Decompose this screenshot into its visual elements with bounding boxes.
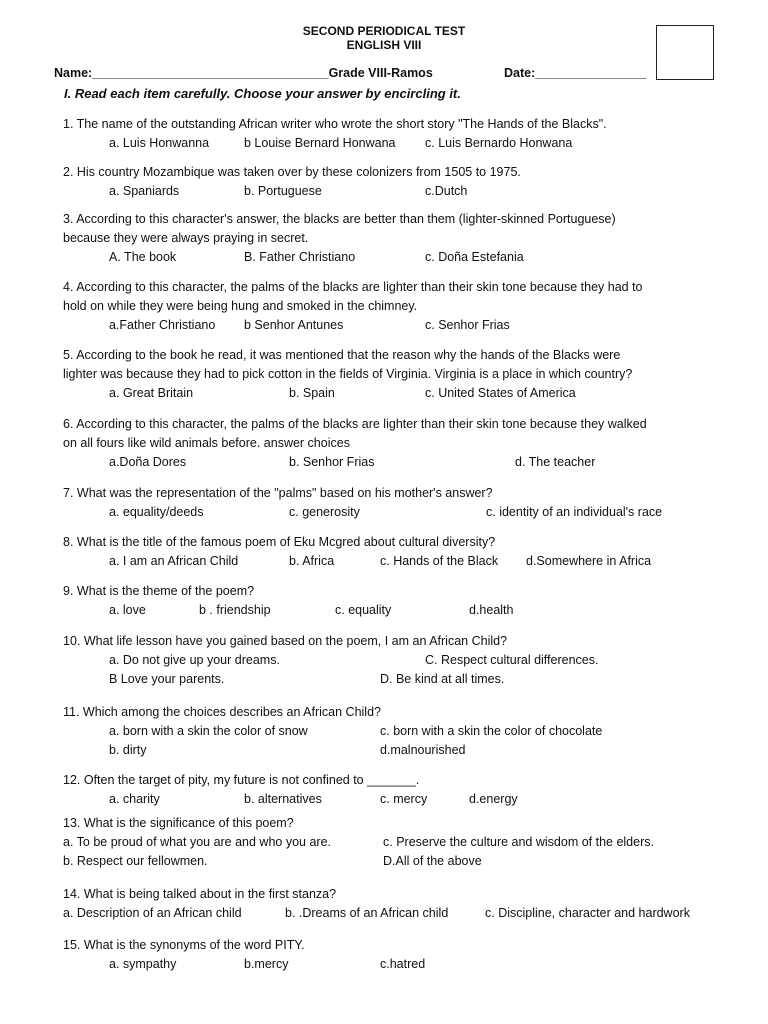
answer-choice[interactable]: C. Respect cultural differences.	[425, 653, 599, 667]
answer-choice[interactable]: a. Description of an African child	[63, 906, 242, 920]
question-text: 15. What is the synonyms of the word PITY.	[63, 938, 305, 952]
answer-choice[interactable]: a. To be proud of what you are and who you are.	[63, 835, 332, 849]
answer-choice[interactable]: b.mercy	[244, 957, 289, 971]
answer-choice[interactable]: a. I am an African Child	[109, 554, 239, 568]
answer-choice[interactable]: a. born with a skin the color of snow	[109, 724, 308, 738]
answer-choice[interactable]: d.energy	[469, 792, 518, 806]
question-text: 8. What is the title of the famous poem of Eku Mcgred about cultural diversity?	[63, 535, 496, 549]
answer-choice[interactable]: c. identity of an individual's race	[486, 505, 663, 519]
answer-choice[interactable]: c. United States of America	[425, 386, 576, 400]
answer-choice[interactable]: a.Father Christiano	[109, 318, 216, 332]
answer-choice[interactable]: B Love your parents.	[109, 672, 225, 686]
answer-choice[interactable]: c. generosity	[289, 505, 360, 519]
question-text: hold on while they were being hung and smoked in the chimney.	[63, 299, 418, 313]
question-text: because they were always praying in secret.	[63, 231, 309, 245]
question-text: on all fours like wild animals before. answer choices	[63, 436, 350, 450]
test-title: SECOND PERIODICAL TEST	[302, 24, 466, 38]
answer-choice[interactable]: a. Spaniards	[109, 184, 180, 198]
answer-choice[interactable]: c. Preserve the culture and wisdom of the elders.	[383, 835, 654, 849]
name-grade-line: Name:__________________________________Grade VIII-Ramos	[54, 66, 433, 80]
answer-choice[interactable]: B. Father Christiano	[244, 250, 356, 264]
question-text: 5. According to the book he read, it was mentioned that the reason why the hands of the Blacks were	[63, 348, 621, 362]
answer-choice[interactable]: a. Great Britain	[109, 386, 194, 400]
answer-choice[interactable]: A. The book	[109, 250, 177, 264]
answer-choice[interactable]: b. Spain	[289, 386, 335, 400]
answer-choice[interactable]: a.Doña Dores	[109, 455, 187, 469]
answer-choice[interactable]: a. love	[109, 603, 146, 617]
answer-choice[interactable]: b. Portuguese	[244, 184, 322, 198]
answer-choice[interactable]: c. mercy	[380, 792, 428, 806]
question-text: 12. Often the target of pity, my future is not confined to _______.	[63, 773, 420, 787]
test-subtitle: ENGLISH VIII	[346, 38, 422, 52]
question-text: 9. What is the theme of the poem?	[63, 584, 255, 598]
answer-choice[interactable]: b. dirty	[109, 743, 147, 757]
answer-choice[interactable]: d. The teacher	[515, 455, 596, 469]
answer-choice[interactable]: b Louise Bernard Honwana	[244, 136, 396, 150]
question-text: lighter was because they had to pick cotton in the fields of Virginia. Virginia is a place in which country?	[63, 367, 633, 381]
answer-choice[interactable]: d.Somewhere in Africa	[526, 554, 652, 568]
answer-choice[interactable]: D. Be kind at all times.	[380, 672, 505, 686]
answer-choice[interactable]: c. Hands of the Black	[380, 554, 499, 568]
answer-choice[interactable]: c. Discipline, character and hardwork	[485, 906, 690, 920]
question-text: 13. What is the significance of this poem?	[63, 816, 294, 830]
answer-choice[interactable]: b. .Dreams of an African child	[285, 906, 449, 920]
question-text: 4. According to this character, the palms of the blacks are lighter than their skin tone because they had to	[63, 280, 643, 294]
date-line: Date:________________	[504, 66, 647, 80]
answer-choice[interactable]: D.All of the above	[383, 854, 482, 868]
answer-choice[interactable]: b. Africa	[289, 554, 335, 568]
question-text: 11. Which among the choices describes an African Child?	[63, 705, 381, 719]
answer-choice[interactable]: a. equality/deeds	[109, 505, 204, 519]
answer-choice[interactable]: d.malnourished	[380, 743, 466, 757]
answer-choice[interactable]: b. alternatives	[244, 792, 322, 806]
answer-choice[interactable]: a. sympathy	[109, 957, 177, 971]
answer-choice[interactable]: b. Respect our fellowmen.	[63, 854, 208, 868]
answer-choice[interactable]: c. equality	[335, 603, 392, 617]
question-text: 10. What life lesson have you gained based on the poem, I am an African Child?	[63, 634, 508, 648]
question-text: 14. What is being talked about in the first stanza?	[63, 887, 337, 901]
answer-choice[interactable]: a. charity	[109, 792, 160, 806]
answer-choice[interactable]: b. Senhor Frias	[289, 455, 375, 469]
answer-choice[interactable]: c. Doña Estefania	[425, 250, 524, 264]
answer-choice[interactable]: c.Dutch	[425, 184, 468, 198]
answer-choice[interactable]: c. born with a skin the color of chocolate	[380, 724, 603, 738]
instruction: I. Read each item carefully. Choose your answer by encircling it.	[64, 86, 461, 101]
answer-choice[interactable]: a. Do not give up your dreams.	[109, 653, 280, 667]
answer-choice[interactable]: d.health	[469, 603, 514, 617]
answer-choice[interactable]: c.hatred	[380, 957, 426, 971]
answer-choice[interactable]: c. Luis Bernardo Honwana	[425, 136, 573, 150]
answer-choice[interactable]: a. Luis Honwanna	[109, 136, 210, 150]
answer-choice[interactable]: b . friendship	[199, 603, 271, 617]
question-text: 6. According to this character, the palms of the blacks are lighter than their skin tone because they walked	[63, 417, 647, 431]
score-box	[656, 25, 714, 80]
question-text: 1. The name of the outstanding African writer who wrote the short story "The Hands of the Blacks".	[63, 117, 607, 131]
question-text: 7. What was the representation of the "palms" based on his mother's answer?	[63, 486, 493, 500]
answer-choice[interactable]: b Senhor Antunes	[244, 318, 344, 332]
answer-choice[interactable]: c. Senhor Frias	[425, 318, 510, 332]
question-text: 3. According to this character's answer, the blacks are better than them (lighter-skinned Portuguese)	[63, 212, 616, 226]
question-text: 2. His country Mozambique was taken over by these colonizers from 1505 to 1975.	[63, 165, 521, 179]
